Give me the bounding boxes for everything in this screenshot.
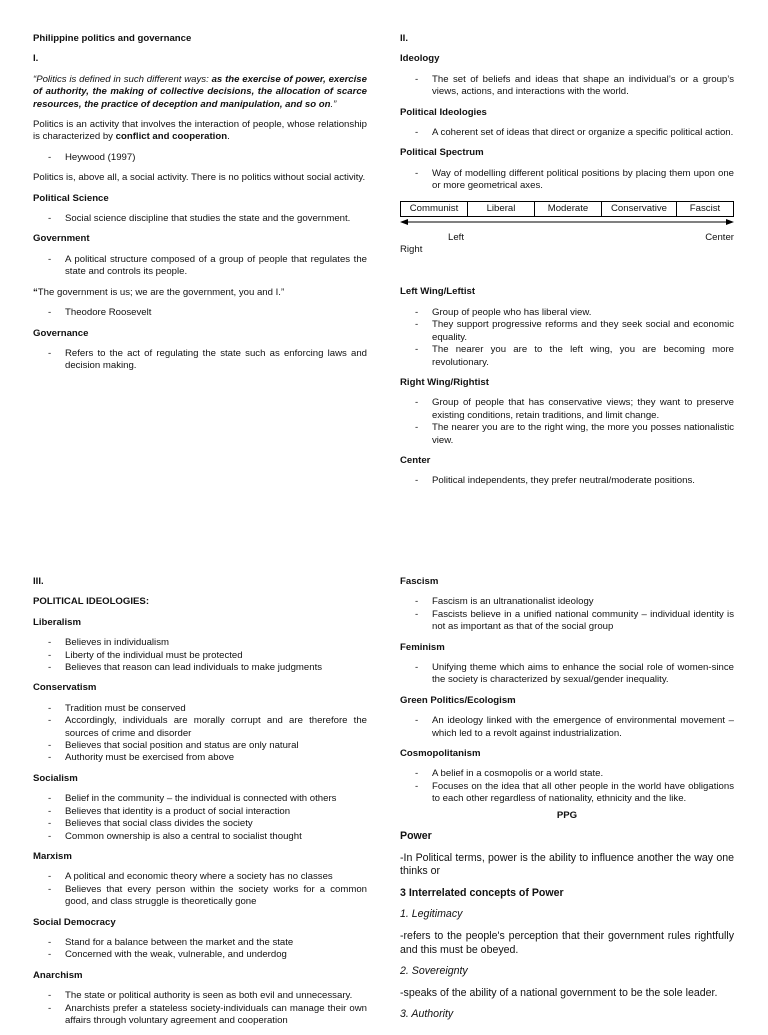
social-democracy-heading: Social Democracy (33, 916, 116, 928)
feminism-list (400, 662, 734, 687)
list-item: - Group of people who has liberal view. (432, 307, 734, 319)
political-science-list (33, 213, 367, 225)
double-arrow-icon (400, 217, 734, 229)
legitimacy-heading: 1. Legitimacy (400, 908, 463, 921)
quote-emphasis: as the exercise of power, exercise of authority, the making of collective decisions, the allocation of scarce resources, the practice of deception and manipulation, and so on (33, 73, 367, 110)
government-quote-text: The government is us; we are the government, you and I.” (37, 286, 285, 298)
list-item: - A belief in a cosmopolis or a world state. (432, 768, 734, 780)
section-number: II. (400, 33, 408, 44)
list-item: - Theodore Roosevelt (65, 307, 367, 319)
politics-definition (33, 119, 367, 144)
social-activity-text: Politics is, above all, a social activity. There is no politics without social activity. (33, 172, 366, 184)
concepts-heading: 3 Interrelated concepts of Power (400, 886, 564, 899)
list-item: - Liberty of the individual must be protected (65, 650, 367, 662)
fascism-list (400, 596, 734, 633)
center-list (400, 475, 734, 487)
quote-mark: “ (33, 286, 38, 298)
liberalism-list (33, 637, 367, 674)
list-item: - Anarchists prefer a stateless society-individuals can manage their own affairs through voluntary agreement and cooperation (65, 1003, 367, 1028)
power-heading: Power (400, 830, 432, 843)
column-bottom-left (33, 576, 367, 1035)
governance-heading: Governance (33, 327, 89, 339)
political-spectrum-heading: Political Spectrum (400, 147, 484, 159)
spectrum-labels (400, 232, 734, 244)
sovereignty-heading: 2. Sovereignty (400, 965, 468, 978)
marxism-list (33, 871, 367, 908)
ideology-list (400, 74, 734, 99)
list-item: - Concerned with the weak, vulnerable, and underdog (65, 949, 367, 961)
spectrum-cell: Moderate (535, 201, 602, 216)
conservatism-list (33, 703, 367, 765)
authority-heading: 3. Authority (400, 1008, 454, 1021)
ppg-heading: PPG (556, 809, 578, 821)
socialism-heading: Socialism (33, 772, 78, 784)
center-label: Center (705, 232, 734, 244)
section-number: III. (33, 576, 44, 587)
list-item: - Believes in individualism (65, 637, 367, 649)
list-item: - A political and economic theory where a society has no classes (65, 871, 367, 883)
conflict-cooperation: conflict and cooperation (115, 131, 228, 143)
right-label: Right (400, 244, 423, 256)
list-item: - A coherent set of ideas that direct or organize a specific political action. (432, 127, 734, 139)
section-number: I. (33, 53, 39, 65)
politics-quote (33, 74, 367, 111)
list-item: - Refers to the act of regulating the state such as enforcing laws and decision making. (65, 348, 367, 373)
spectrum-cell: Liberal (468, 201, 535, 216)
feminism-heading: Feminism (400, 641, 445, 653)
political-ideologies-list (400, 127, 734, 139)
list-item: - Focuses on the idea that all other people in the world have obligations to each other regardless of nationality, ethnicity and the like. (432, 781, 734, 806)
list-item: - Common ownership is also a central to socialist thought (65, 831, 367, 843)
list-item: - Group of people that has conservative views; they want to preserve existing conditions, retain traditions, and limit change. (432, 397, 734, 422)
quote-end: .” (330, 98, 337, 110)
political-spectrum-list (400, 168, 734, 193)
right-wing-heading: Right Wing/Rightist (400, 376, 489, 388)
list-item: - Accordingly, individuals are morally corrupt and are therefore the sources of crime and disorder (65, 715, 367, 740)
green-politics-list (400, 715, 734, 740)
cosmopolitanism-heading: Cosmopolitanism (400, 748, 481, 760)
spectrum-arrow (400, 217, 734, 229)
left-wing-list (400, 307, 734, 369)
quote-intro: “Politics is defined in such different ways: (33, 73, 212, 85)
heywood-citation (33, 152, 367, 164)
list-item: - Believes that identity is a product of social interaction (65, 806, 367, 818)
list-item: - Fascism is an ultranationalist ideology (432, 596, 734, 608)
list-item: - A political structure composed of a group of people that regulates the state and controls its people. (65, 254, 367, 279)
socialism-list (33, 793, 367, 843)
list-item: - Political independents, they prefer neutral/moderate positions. (432, 475, 734, 487)
list-item: - They support progressive reforms and they seek social and economic equality. (432, 319, 734, 344)
right-wing-list (400, 397, 734, 447)
column-top-right (400, 33, 734, 496)
list-item: - Believes that social position and status are only natural (65, 740, 367, 752)
political-ideologies-heading: Political Ideologies (400, 106, 487, 118)
document-title: Philippine politics and governance (33, 33, 192, 44)
liberalism-heading: Liberalism (33, 616, 81, 628)
list-item: - Unifying theme which aims to enhance the social role of women-since the society is characterized by sexual/gender inequality. (432, 662, 734, 687)
political-science-heading: Political Science (33, 192, 109, 204)
left-wing-heading: Left Wing/Leftist (400, 286, 476, 298)
conservatism-heading: Conservatism (33, 682, 97, 694)
anarchism-heading: Anarchism (33, 969, 83, 981)
list-item: - Authority must be exercised from above (65, 752, 367, 764)
marxism-heading: Marxism (33, 850, 72, 862)
governance-list (33, 348, 367, 373)
government-quote (33, 287, 367, 299)
power-definition: -In Political terms, power is the ability to influence another the way one thinks or (400, 851, 734, 878)
list-item: - The nearer you are to the left wing, you are becoming more revolutionary. (432, 344, 734, 369)
list-item: - Tradition must be conserved (65, 703, 367, 715)
list-item: - Social science discipline that studies the state and the government. (65, 213, 367, 225)
social-democracy-list (33, 937, 367, 962)
politics-definition-text: Politics is an activity that involves the interaction of people, whose relationship is characterized by (33, 119, 367, 143)
list-item: - The nearer you are to the right wing, the more you posses nationalistic view. (432, 422, 734, 447)
list-item: - Heywood (1997) (65, 152, 367, 164)
roosevelt-citation (33, 307, 367, 319)
left-label: Left (448, 232, 465, 244)
spectrum-table (400, 201, 734, 217)
column-bottom-right (400, 576, 734, 1030)
list-item: - Believes that reason can lead individuals to make judgments (65, 662, 367, 674)
fascism-heading: Fascism (400, 576, 439, 587)
government-list (33, 254, 367, 279)
cosmopolitanism-list (400, 768, 734, 805)
spectrum-cell: Fascist (677, 201, 734, 216)
list-item: - Way of modelling different political positions by placing them upon one or more geometrical axes. (432, 168, 734, 193)
ideology-heading: Ideology (400, 53, 440, 65)
legitimacy-definition: -refers to the people's perception that their government rules rightfully and this must be obeyed. (400, 930, 734, 956)
politics-definition-end: . (227, 131, 230, 143)
green-politics-heading: Green Politics/Ecologism (400, 694, 516, 706)
spectrum-cell: Conservative (602, 201, 677, 216)
anarchism-list (33, 990, 367, 1027)
center-heading: Center (400, 454, 431, 466)
column-top-left (33, 33, 367, 381)
political-ideologies-title: POLITICAL IDEOLOGIES: (33, 596, 150, 608)
list-item: - An ideology linked with the emergence of environmental movement – which led to a revolt against industrialization. (432, 715, 734, 740)
government-heading: Government (33, 233, 90, 245)
list-item: - Stand for a balance between the market and the state (65, 937, 367, 949)
list-item: - Believes that social class divides the society (65, 818, 367, 830)
sovereignty-definition: -speaks of the ability of a national government to be the sole leader. (400, 986, 718, 999)
list-item: - Fascists believe in a unified national community – individual identity is not as important as that of the social group (432, 609, 734, 634)
spectrum-cell: Communist (401, 201, 468, 216)
list-item: - Believes that every person within the society works for a common good, and class struggle is theoretically gone (65, 884, 367, 909)
list-item: - The set of beliefs and ideas that shape an individual’s or a group’s views, actions, and interactions with the world. (432, 74, 734, 99)
list-item: - The state or political authority is seen as both evil and unnecessary. (65, 990, 367, 1002)
list-item: - Belief in the community – the individual is connected with others (65, 793, 367, 805)
